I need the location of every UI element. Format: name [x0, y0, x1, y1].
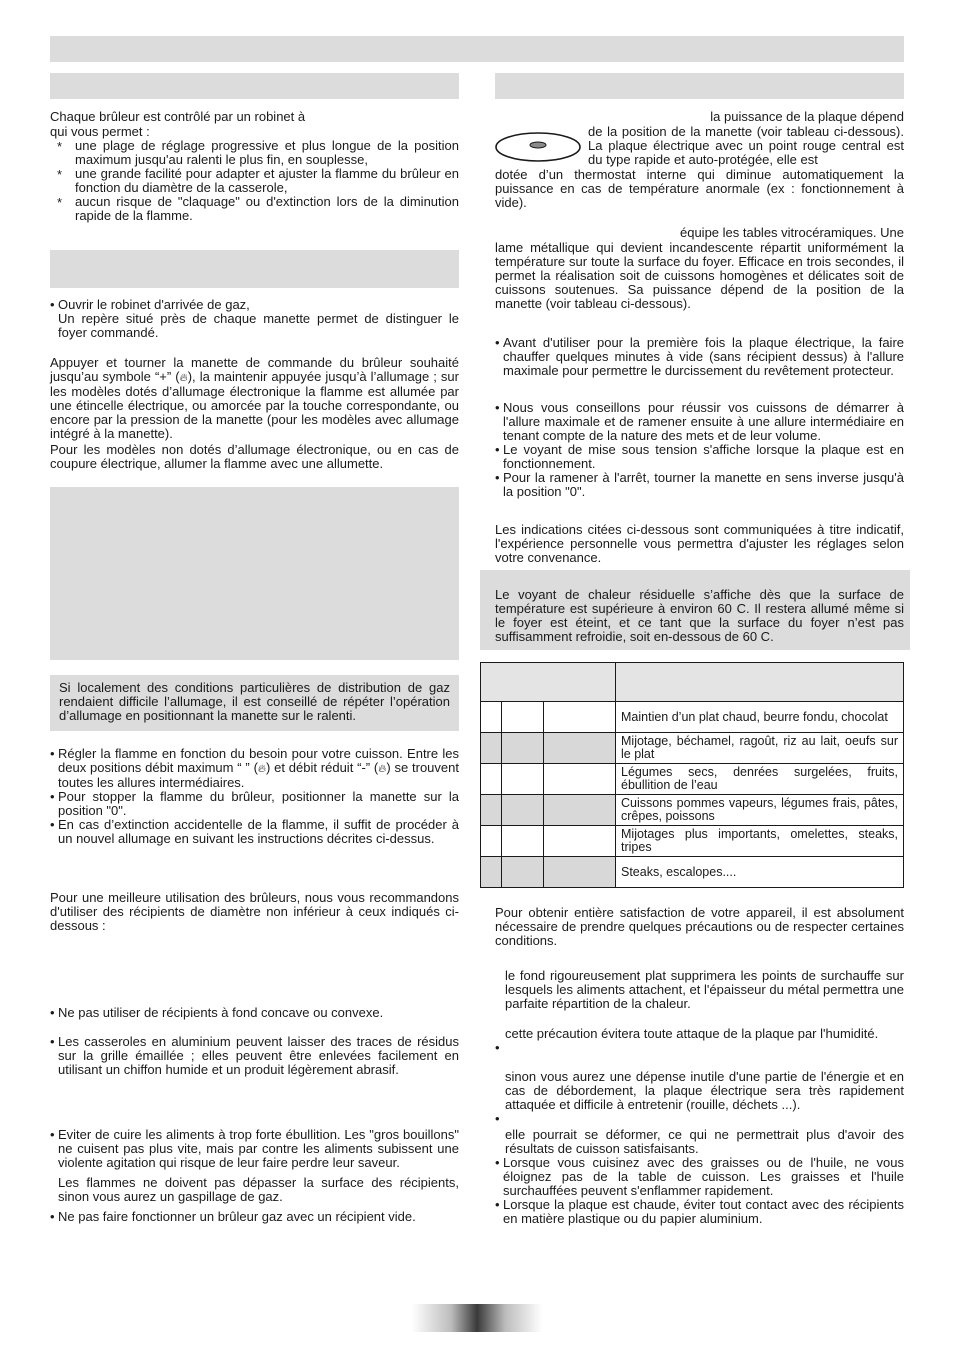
ignition-text-a: Appuyer et tourner la manette de commande du brûleur souhaité jusqu’au symbole “+” ( — [50, 355, 459, 384]
table-row — [481, 826, 904, 857]
list-item — [50, 747, 459, 790]
table-header-cell — [481, 663, 616, 702]
flame-icon: 🔥︎ — [257, 763, 266, 775]
table-cell — [502, 826, 544, 857]
list-item: • Pour stopper la flamme du brûleur, positionner la manette sur la position "0". — [50, 790, 459, 818]
table-cell — [481, 702, 502, 733]
no-concave-list — [50, 1006, 459, 1020]
table-cell — [481, 764, 502, 795]
table-row — [481, 733, 904, 764]
flame-icon: 🔥︎ — [179, 372, 188, 384]
satisfaction-note: Pour obtenir entière satisfaction de votre appareil, il est absolument nécessaire de prendre quelques précautions ou de respecter certaines conditions. — [495, 905, 904, 948]
list-item: • Nous vous conseillons pour réussir vos cuissons de démarrer à l'allure maximale et de ramener ensuite à une allure intermédiaire en tenant compte de la nature des mets et de leur volume. — [495, 401, 904, 443]
list-item: * aucun risque de "claquage" ou d'extinction lors de la diminution rapide de la flamme. — [50, 195, 459, 223]
list-item: • Avant d'utiliser pour la première fois la plaque électrique, la faire chauffer quelques minutes à vide (sans récipient dessus) à l'allure maximale pour permettre le durcissement du revêtement protecteur. — [495, 336, 904, 378]
ignition-no-electronic: Pour les modèles non dotés d’allumage électronique, ou en cas de coupure électrique, allumer la flamme avec une allumette. — [50, 442, 459, 471]
table-cell: Mijotage, béchamel, ragoût, riz au lait, oeufs sur le plat — [616, 733, 904, 764]
local-note: Si localement des conditions particulières de distribution de gaz rendaient difficile l’allumage, il est conseillé de répéter l’opération d’allumage en positionnant la manette sur le ralenti. — [59, 680, 450, 723]
table-cell — [481, 733, 502, 764]
burner-intro-line1: Chaque brûleur est contrôlé par un robinet à — [50, 109, 306, 124]
humidity-note: cette précaution évitera toute attaque de la plaque par l'humidité. — [505, 1026, 879, 1041]
aluminium-list — [50, 1035, 459, 1077]
hotplate-icon — [494, 131, 582, 163]
gas-open-list — [50, 298, 459, 340]
ignition-heading-band — [50, 250, 459, 288]
residual-heat-note: Le voyant de chaleur résiduelle s’affiche dès que la surface de température est supérieure à environ 60 C. Il restera allumé même si le foyer est éteint, et ce tant que la surface du foyer n’est pas suffisamment refroidie, soit en-dessous de 60 C. — [495, 587, 904, 644]
table-cell — [481, 795, 502, 826]
table-cell — [502, 733, 544, 764]
table-cell — [502, 857, 544, 888]
radiant-intro-b: lame métallique qui devient incandescente répartit uniformément la température sur toute la surface du foyer. Efficace en trois secondes, il permet la réalisation soit de cuissons homogènes et délicates soit de cuissons soutenues. Sa puissance dépend de la position de la manette (voir tableau ci-dessous). — [495, 240, 904, 311]
list-item: • En cas d’extinction accidentelle de la flamme, il suffit de procéder à un nouvel allumage en suivant les instructions décrites ci-dessus. — [50, 818, 459, 846]
table-header-row — [481, 663, 904, 702]
list-item: • Lorsque vous cuisinez avec des graisses ou de l'huile, ne vous éloignez pas de la table de cuisson. Les graisses et l'huile surchauffées peuvent s'enflammer rapidement. — [495, 1156, 904, 1198]
boil-list — [50, 1128, 459, 1224]
radiant-intro-a: équipe les tables vitrocéramiques. Une — [679, 225, 904, 240]
ignition-paragraph — [50, 356, 459, 441]
ignition-text-b: ), la maintenir appuyée jusqu’à l’allumage ; sur les modèles dotés d’allumage électronique la flamme est allumée par une étincelle électrique, ou amorcée par la touche correspondante, ou encore par la pression de la manette (pour les modèles avec allumage intégré à la manette). — [50, 369, 459, 441]
adjust-text-b: ) et débit réduit “-” ( — [265, 760, 379, 775]
flat-bottom-note: le fond rigoureusement plat supprimera les points de surchauffe sur lesquels les aliments attachent, et l'épaisseur du métal permettra une parfaite répartition de la chaleur. — [505, 968, 904, 1011]
list-item: • Lorsque la plaque est chaude, éviter tout contact avec des récipients en matière plastique ou du papier aluminium. — [495, 1198, 904, 1226]
list-item — [50, 1128, 459, 1204]
table-row — [481, 857, 904, 888]
plate-intro-a: la puissance de la plaque dépend — [710, 109, 904, 124]
gas-open-sub: Un repère situé près de chaque manette permet de distinguer le foyer commandé. — [58, 311, 459, 340]
table-cell: Légumes secs, denrées surgelées, fruits, ébullition de l’eau — [616, 764, 904, 795]
safety-list — [495, 1156, 904, 1226]
table-cell — [543, 826, 615, 857]
deform-note: elle pourrait se déformer, ce qui ne permettrait plus d'avoir des résultats de cuisson satisfaisants. — [505, 1127, 904, 1156]
table-cell — [502, 795, 544, 826]
cooking-table — [480, 662, 904, 888]
first-use-list — [495, 336, 904, 378]
recipients-intro: Pour une meilleure utilisation des brûleurs, nous vous recommandons d'utiliser des récipients de diamètre non inférieur à ceux indiqués ci-dessous : — [50, 890, 459, 933]
flame-adjust-list — [50, 747, 459, 846]
boil-main: Eviter de cuire les aliments à trop forte ébullition. Les "gros bouillons" ne cuisent pas plus vite, mais par contre les aliments subissent une violente agitation qui risque de leur faire perdre leur saveur. — [58, 1127, 459, 1170]
plate-intro-b: de la position de la manette (voir tableau ci-dessous). La plaque électrique avec un point rouge central est du type rapide et auto-protégée, elle est — [588, 124, 904, 167]
burner-intro-line2: qui vous permet : — [50, 124, 150, 139]
gas-burners-heading-band — [50, 73, 459, 99]
plate-intro-c: dotée d’un thermostat interne qui diminue automatiquement la puissance en cas de température anormale (ex : fonctionnement à vide). — [495, 167, 904, 210]
page-header-band — [50, 36, 904, 62]
list-item — [50, 298, 459, 340]
list-item: * une grande facilité pour adapter et ajuster la flamme du brûleur en fonction du diamètre de la casserole, — [50, 167, 459, 195]
boil-sub: Les flammes ne doivent pas dépasser la surface des récipients, sinon vous aurez un gaspillage de gaz. — [58, 1175, 459, 1204]
table-row — [481, 702, 904, 733]
electric-plates-heading-band — [495, 73, 904, 99]
adjust-text-c: ) se trouvent toutes les allures intermédiaires. — [58, 760, 459, 790]
table-cell — [543, 733, 615, 764]
list-item: • Ne pas faire fonctionner un brûleur gaz avec un récipient vide. — [50, 1210, 459, 1224]
table-row — [481, 795, 904, 826]
table-cell: Cuissons pommes vapeurs, légumes frais, pâtes, crêpes, poissons — [616, 795, 904, 826]
energy-note: sinon vous aurez une dépense inutile d'une partie de l'énergie et en cas de débordement, la plaque électrique sera très rapidement attaquée et difficile à entretenir (rouille, déchets ...). — [505, 1069, 904, 1112]
table-cell — [481, 826, 502, 857]
table-cell: Maintien d’un plat chaud, beurre fondu, chocolat — [616, 702, 904, 733]
table-cell — [502, 702, 544, 733]
gas-open-main: Ouvrir le robinet d'arrivée de gaz, — [58, 297, 250, 312]
burner-features-list — [50, 139, 459, 223]
table-cell — [543, 795, 615, 826]
table-cell — [502, 764, 544, 795]
table-cell: Steaks, escalopes.... — [616, 857, 904, 888]
usage-list — [495, 401, 904, 499]
list-item: • Ne pas utiliser de récipients à fond concave ou convexe. — [50, 1006, 459, 1020]
adjust-text-a: Régler la flamme en fonction du besoin pour votre cuisson. Entre les deux positions débit maximum “ ” ( — [58, 746, 459, 775]
list-item: * une plage de réglage progressive et plus longue de la position maximum jusqu'au ralenti le plus fin, en souplesse, — [50, 139, 459, 167]
indicative-note: Les indications citées ci-dessous sont communiquées à titre indicatif, l'expérience personnelle vous permettra d'ajuster les réglages selon votre convenance. — [495, 522, 904, 565]
table-row — [481, 764, 904, 795]
illustration-placeholder — [50, 487, 459, 660]
table-cell — [543, 857, 615, 888]
page-number-tab — [412, 1304, 542, 1332]
table-cell: Mijotages plus importants, omelettes, steaks, tripes — [616, 826, 904, 857]
list-item: • Pour la ramener à l'arrêt, tourner la manette en sens inverse jusqu'à la position "0". — [495, 471, 904, 499]
list-item: • Le voyant de mise sous tension s'affiche lorsque la plaque est en fonctionnement. — [495, 443, 904, 471]
table-header-cell — [616, 663, 904, 702]
small-flame-icon: 🔥︎ — [378, 763, 387, 775]
table-cell — [543, 702, 615, 733]
list-item: • Les casseroles en aluminium peuvent laisser des traces de résidus sur la grille émaillée ; elles peuvent être enlevées facilement en utilisant un chiffon humide et un produit légèrement abrasif. — [50, 1035, 459, 1077]
table-cell — [543, 764, 615, 795]
table-cell — [481, 857, 502, 888]
